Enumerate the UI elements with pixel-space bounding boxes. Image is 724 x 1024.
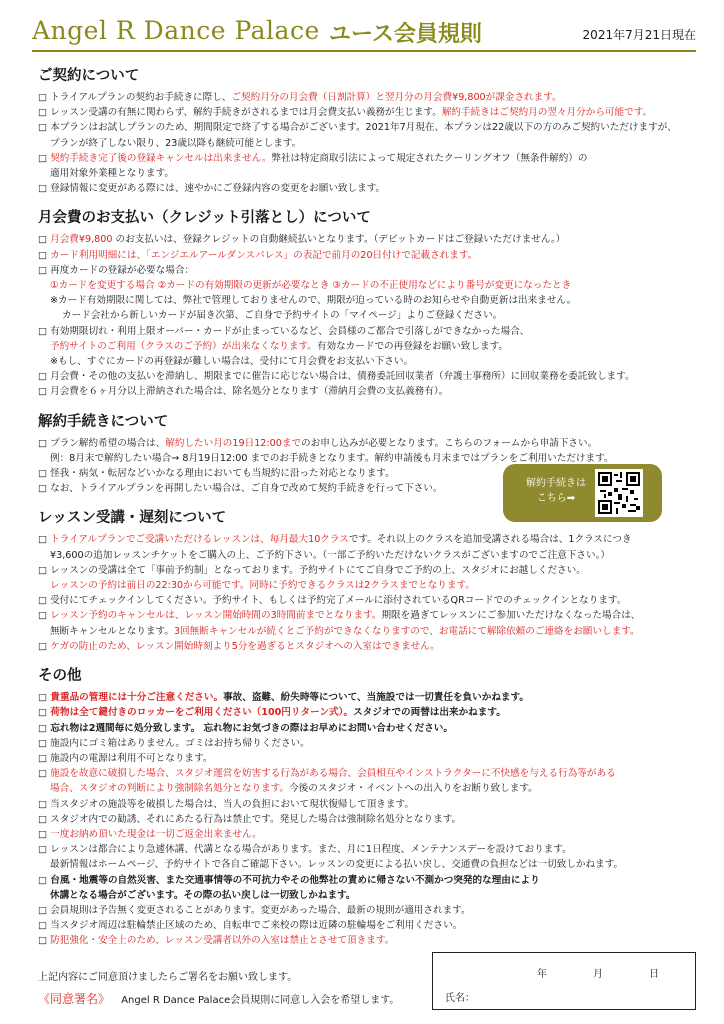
consent-instruction: 上記内容にご同意頂けましたらご署名をお願い致します。 [38,972,298,983]
rule-text: □ [38,534,51,546]
rule-text: □ スタジオ内での勧誘、それにあたる行為は禁止です。発見した場合は強制除名処分となります。 [38,813,462,825]
rule-text: □ レッスン受講の有無に関わらず、解約手続きがされるまでは月会費支払い義務が生じます。 [38,107,442,119]
emphasis-text: ケガの防止のため、レッスン開始時刻より5分を過ぎるとスタジオへの入室はできません。 [50,640,440,652]
rule-text: ※カード有効期限に関しては、弊社で管理しておりませんので、期限が迫っている時のお知らせや自動更新は出来ません。 [50,295,577,307]
rule-line [38,293,690,308]
rule-text: 最新情報はホームページ、予約サイトで各自ご確認下さい。レッスンの変更による払い戻し、交通費の負担などは一切致しかねます。 [50,859,624,871]
rule-text: ¥3,600の追加レッスンチケットをご購入の上、ご予約下さい。（一部ご予約いただけないクラスがございますのでご注意下さい。） [50,549,610,561]
section-title: ご契約について [38,68,140,84]
rule-text: □ 台風・地震等の自然災害、また交通事情等の不可抗力やその他弊社の責めに帰さない不測かつ突発的な理由により [38,874,540,886]
rule-line [38,933,690,948]
rule-text: □ 登録情報に変更がある際には、速やかにご登録内容の変更をお願い致します。 [38,183,386,195]
rule-text: □ 本プランはお試しプランのため、期間限定で終了する場合がございます。2021年7月現在、本プランは22歳以下の方のみご契約いただけますが、 [38,122,677,134]
section-title: 月会費のお支払い（クレジット引落とし）について [38,210,371,227]
section-title: レッスン受講・遅刻について [38,510,227,527]
rule-text: □ [38,768,51,780]
rule-text: □ 有効期限切れ・利用上限オーバー・カードが止まっているなど、会員様のご都合で引落しができなかった場合、 [38,325,530,337]
rule-line [38,842,690,857]
emphasis-text: 荷物は全て鍵付きのロッカーをご利用ください（100円リターン式）。 [50,707,354,719]
page-header [32,16,696,50]
rule-line [38,308,690,323]
name-label: 氏名： [445,993,475,1004]
rule-line [38,797,690,812]
rule-text: □ プラン解約希望の場合は、 [38,437,166,449]
rule-text: □ 施設内の電源は利用不可となります。 [38,752,213,764]
rule-line [38,436,690,451]
rule-line [38,384,690,399]
emphasis-text: 予約サイトのご利用（クラスのご予約）が出来なくなります。 [50,340,317,352]
section [38,206,690,399]
rule-text: □ 忘れ物は2週間毎に処分致します。 忘れ物にお気づきの際はお早めにお問い合わせください。 [38,722,453,734]
rule-text: □ [38,234,51,246]
rule-line [38,120,690,135]
rule-line [38,563,690,578]
rule-line [38,766,690,781]
rule-line [38,781,690,796]
signature-box[interactable] [432,952,696,1010]
rule-line [38,369,690,384]
emphasis-text: レッスンの予約は前日の22:30から可能です。同時に予約できるクラスは2クラスまでとなります。 [50,580,475,592]
cancel-form-qr-banner[interactable] [503,464,662,522]
rule-line [38,339,690,354]
rule-line [38,721,690,736]
rule-text: □ トライアルプランの契約お手続きに際し、 [38,92,232,103]
emphasis-text: 貴重品の管理には十分ご注意ください。 [50,692,224,704]
rule-text: □ [38,152,51,164]
rule-text: □ レッスンは都合により急遽休講、代講となる場合があります。また、月に1日程度、メンテナンスデーを設けております。 [38,844,572,856]
rule-line [38,873,690,888]
rule-text: □ 当スタジオ周辺は駐輪禁止区域のため、自転車でご来校の際は近隣の駐輪場をご利用ください。 [38,920,463,932]
rule-line [38,888,690,903]
rule-line [38,548,690,563]
rule-text: □ [38,707,51,719]
emphasis-text: 解約したい月の19日12:00まで [165,437,302,449]
rule-line [38,166,690,181]
rule-text: □ [38,640,51,652]
rule-text: 事故、盗難、紛失時等について、当施設では一切責任を負いかねます。 [223,692,529,704]
rule-line [38,705,690,720]
emphasis-text: レッスン予約のキャンセルは、レッスン開始時間の3時間前までとなります。 [50,610,382,622]
rule-text: 有効なカードでの再登録をお願い致します。 [316,340,509,352]
rule-line [38,324,690,339]
rule-line [38,639,690,654]
rule-text: □ レッスンの受講は全て「事前予約制」となっております。予約サイトにてご自身でご予約の上、スタジオにお越しください。 [38,564,586,576]
qr-label-line2: こちら➡ [536,493,576,504]
rule-line [38,248,690,263]
emphasis-text: 施設を故意に破損した場合、スタジオ運営を妨害する行為がある場合、会員相互やインストラクターに不快感を与える行為等がある [50,768,616,780]
rule-line [38,857,690,872]
rule-line [38,90,690,105]
rule-line [38,578,690,593]
section [38,664,690,948]
emphasis-text: 防犯強化・安全上のため、レッスン受講者以外の入室は禁止とさせて頂きます。 [50,935,395,947]
rule-text: 期限を過ぎてレッスンにご参加いただけなくなった場合は、 [381,610,641,622]
rule-text: カード会社から新しいカードが届き次第、ご自身で予約サイトの「マイページ」よりご登録ください。 [62,310,503,322]
rule-text: □ [38,249,51,261]
rule-line [38,751,690,766]
emphasis-text: ①カードを変更する場合 ②カードの有効期限の更新が必要なとき ③カードの不正使用などにより番号が変更になったとき [50,280,572,292]
rule-text: □ 施設内にゴミ箱はありません。ゴミはお持ち帰りください。 [38,737,310,749]
qr-label [517,476,595,506]
document-title: ユース会員規則 [329,22,482,47]
rule-text: □ [38,692,51,704]
rule-line [38,608,690,623]
effective-date: 2021年7月21日現在 [582,28,696,42]
rule-text: □ [38,828,51,840]
rule-line [38,136,690,151]
rule-text: です。それ以上のクラスを追加受講される場合は、1クラスにつき [348,534,632,546]
emphasis-text: 解約手続きはご契約月の翌々月分から可能です。 [441,107,653,119]
consent-statement [38,990,399,1007]
brand-name: Angel R Dance Palace [32,16,320,45]
rule-text: プランが終了しない限り、23歳以降も継続可能とします。 [50,137,302,149]
rule-line [38,593,690,608]
sign-label: 《同意署名》 [38,992,111,1006]
rule-line [38,151,690,166]
rule-line [38,690,690,705]
rule-line [38,736,690,751]
rule-text: 今後のスタジオ・イベントへの出入りをお断り致します。 [289,783,538,795]
sign-statement: Angel R Dance Palace会員規則に同意し入会を希望します。 [121,995,400,1006]
emphasis-text: 契約手続き完了後の登録キャンセルは出来ません。 [50,152,272,164]
rule-line [38,812,690,827]
rule-text: □ 受付にてチェックインしてください。予約サイト、もしくは予約完了メールに添付されているQRコードでのチェックインとなります。 [38,595,627,607]
rule-text: □ なお、トライアルプランを再開したい場合は、ご自身で改めて契約手続きを行って下さい。 [38,483,443,495]
rule-text: 休講となる場合がございます。その際の払い戻しは一切致しかねます。 [50,889,356,901]
qr-code-icon[interactable] [595,469,643,517]
emphasis-text: 一度お納め頂いた現金は一切ご返金出来ません。 [50,828,262,840]
rule-text: □ 会員規則は予告無く変更されることがあります。変更があった場合、最新の規則が適用されます。 [38,904,471,916]
section [38,64,690,196]
emphasis-text: 月会費¥9,800 [50,234,113,246]
rule-text: 弊社は特定商取引法によって規定されたクーリングオフ（無条件解約）の [271,152,588,164]
month-label: 月 [593,969,603,980]
rule-text: □ 月会費・その他の支払いを滞納し、期限までに催告に応じない場合は、債務委託回収業者（弁護士事務所）に回収業務を委託致します。 [38,371,635,383]
rule-text: □ [38,935,51,947]
rule-text: □ 怪我・病気・転居などいかなる理由においても当規約に沿った対応となります。 [38,468,395,480]
section-title: その他 [38,668,82,685]
rule-line [38,232,690,247]
header-divider [32,50,696,52]
emphasis-text: 場合、スタジオの判断により強制除名処分となります。 [50,783,290,795]
emphasis-text: 3回無断キャンセルが続くとご予約ができなくなりますので、お電話にて解除依頼のご連絡をお願いします。 [173,625,640,637]
rule-line [38,263,690,278]
rule-text: スタジオでの両替は出来かねます。 [353,707,506,719]
rule-line [38,903,690,918]
rule-text: □ 月会費を６ヶ月分以上滞納された場合は、除名処分となります（滞納月会費の支払義務有）。 [38,386,449,398]
rule-line [38,105,690,120]
rule-text: 適用対象外業種となります。 [50,168,174,180]
rule-line [38,532,690,547]
qr-label-line1: 解約手続きは [526,478,586,489]
rule-line [38,624,690,639]
emphasis-text: カード利用明細には、「エンジエルアールダンスパレス」の表記で前月の20日付けで記載されます。 [50,249,478,261]
emphasis-text: トライアルプランでご受講いただけるレッスンは、毎月最大10クラス [50,534,349,546]
section-title: 解約手続きについて [38,413,169,430]
section [38,506,690,654]
year-label: 年 [537,969,547,980]
rule-text: 例：8月末で解約したい場合→ 8月19日12:00 までのお手続きとなります。解約申請後も月末まではプランをご利用いただけます。 [50,452,614,464]
rule-line [38,278,690,293]
rule-text: ※もし、すぐにカードの再登録が難しい場合は、受付にて月会費をお支払い下さい。 [50,356,414,368]
day-label: 日 [649,969,659,980]
emphasis-text: ご契約月分の月会費（日割計算）と翌月分の月会費¥9,800が課金されます。 [231,92,562,103]
rule-line [38,354,690,369]
rule-line [38,827,690,842]
rule-line [38,181,690,196]
rule-text: □ 当スタジオの施設等を破損した場合は、当人の負担において現状復帰して頂きます。 [38,798,414,810]
rule-text: □ 再度カードの登録が必要な場合： [38,264,195,276]
rule-text: のお支払いは、登録クレジットの自動継続払いとなります。（デビットカードはご登録いただけません。） [112,234,566,246]
rule-text: 無断キャンセルとなります。 [50,625,174,637]
rule-line [38,918,690,933]
rule-text: □ [38,610,51,622]
rule-text: のお申し込みが必要となります。こちらのフォームから申請下さい。 [301,437,598,449]
